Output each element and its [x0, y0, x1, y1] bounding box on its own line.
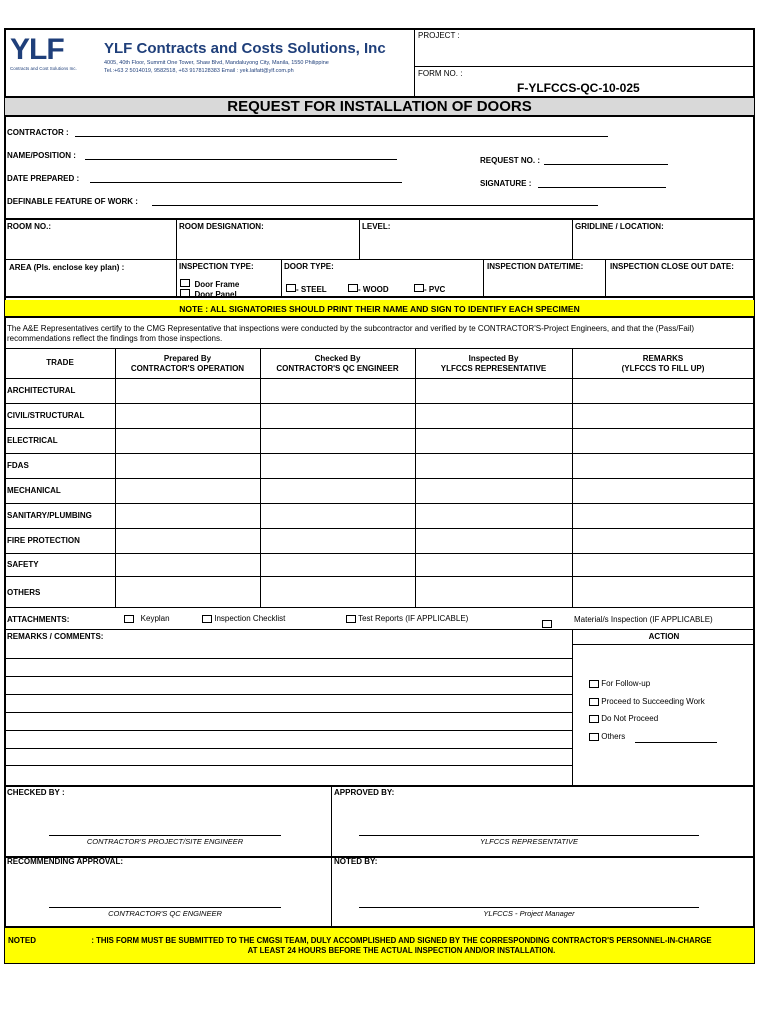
name-position-label: NAME/POSITION :: [7, 151, 76, 160]
action-proceed[interactable]: [589, 697, 705, 706]
test-reports-option[interactable]: [346, 614, 468, 623]
room-no-label: ROOM NO.:: [7, 222, 51, 231]
header-remarks: [572, 354, 754, 374]
follow-up-label: For Follow-up: [601, 679, 651, 688]
area-label: AREA (Pls. enclose key plan) :: [9, 263, 125, 272]
definable-feature-field[interactable]: [152, 205, 598, 206]
keyplan-option[interactable]: [124, 614, 170, 623]
header-inspected-l2: YLFCCS REPRESENTATIVE: [440, 364, 547, 373]
follow-up-checkbox[interactable]: [589, 680, 599, 688]
inspection-type-label: INSPECTION TYPE:: [179, 262, 254, 271]
pvc-checkbox[interactable]: [414, 284, 424, 292]
location-row: [5, 218, 754, 260]
noted-by-signature-line[interactable]: [359, 907, 699, 908]
table-row: SAFETY: [7, 560, 39, 569]
test-reports-label: Test Reports (IF APPLICABLE): [358, 614, 469, 623]
approved-by-role: YLFCCS REPRESENTATIVE: [479, 837, 579, 846]
checked-by-signature-line[interactable]: [49, 835, 281, 836]
wood-option[interactable]: [348, 279, 389, 297]
header-checked: [260, 354, 415, 374]
others-label: Others: [601, 732, 626, 741]
divider: [483, 260, 484, 296]
contractor-label: CONTRACTOR :: [7, 128, 69, 137]
header-prepared-l2: CONTRACTOR'S OPERATION: [130, 364, 245, 373]
divider: [359, 220, 360, 259]
keyplan-label: Keyplan: [140, 614, 170, 623]
checklist-checkbox[interactable]: [202, 615, 212, 623]
noted-by-label: NOTED BY:: [334, 857, 378, 866]
form-no-value: F-YLFCCS-QC-10-025: [517, 81, 640, 95]
action-box: [572, 630, 754, 786]
header-inspected-l1: Inspected By: [468, 354, 519, 363]
header-checked-l2: CONTRACTOR'S QC ENGINEER: [276, 364, 399, 373]
inspection-row: [5, 260, 754, 298]
approved-by-label: APPROVED BY:: [334, 788, 395, 797]
company-contacts: Tel.:+63 2 5014019, 9582518, +63 9178128383 Email : yek.laifatt@ylf.com.ph: [104, 68, 294, 74]
close-out-label: INSPECTION CLOSE OUT DATE:: [610, 262, 734, 271]
header-inspected: [415, 354, 572, 374]
remarks-label: REMARKS / COMMENTS:: [7, 632, 104, 641]
material-box[interactable]: [542, 620, 552, 628]
table-row: OTHERS: [7, 588, 41, 597]
noted-by-role: YLFCCS - Project Manager: [483, 909, 575, 918]
definable-feature-label: DEFINABLE FEATURE OF WORK :: [7, 197, 138, 206]
divider: [176, 260, 177, 296]
recommending-signature-line[interactable]: [49, 907, 281, 908]
header-prepared: [115, 354, 260, 374]
pvc-label: - PVC: [424, 285, 446, 294]
form-title: REQUEST FOR INSTALLATION OF DOORS: [5, 96, 754, 117]
signature-field[interactable]: [538, 187, 666, 188]
divider: [572, 220, 573, 259]
table-row: ARCHITECTURAL: [7, 386, 76, 395]
contractor-field[interactable]: [75, 136, 608, 137]
remarks-line[interactable]: [5, 676, 572, 677]
door-panel-checkbox[interactable]: [180, 289, 190, 297]
remarks-line[interactable]: [5, 748, 572, 749]
certification-text: The A&E Representatives certify to the CMG Representative that inspections were conducted by the subcontractor and verified by te CONTRACTOR'S-Project Engineers, and that the (Pass/Fail) recommendations reflect the findings from those inspections.: [7, 324, 695, 343]
footer-noted-label: NOTED: [8, 936, 36, 945]
steel-checkbox[interactable]: [286, 284, 296, 292]
action-follow-up[interactable]: [589, 679, 650, 688]
request-no-field[interactable]: [544, 164, 668, 165]
wood-checkbox[interactable]: [348, 284, 358, 292]
material-label: Material/s Inspection (IF APPLICABLE): [574, 615, 713, 624]
row-divider: [5, 576, 754, 577]
header-hline: [414, 66, 755, 67]
door-panel-label: Door Panel: [194, 290, 237, 299]
pvc-option[interactable]: [414, 279, 445, 297]
table-row: ELECTRICAL: [7, 436, 58, 445]
footer-line-1: : THIS FORM MUST BE SUBMITTED TO THE CMGSI TEAM, DULY ACCOMPLISHED AND SIGNED BY THE CORRESPONDING CONTRACTOR'S PERSONNEL-IN-CHARGE: [91, 936, 712, 945]
attachments-label: ATTACHMENTS:: [7, 615, 70, 624]
room-designation-label: ROOM DESIGNATION:: [179, 222, 264, 231]
table-row: FIRE PROTECTION: [7, 536, 80, 545]
remarks-line[interactable]: [5, 658, 572, 659]
checklist-option[interactable]: [202, 614, 285, 623]
project-label: PROJECT :: [418, 31, 460, 40]
proceed-label: Proceed to Succeeding Work: [601, 697, 705, 706]
company-name: YLF Contracts and Costs Solutions, Inc: [104, 40, 386, 57]
do-not-proceed-label: Do Not Proceed: [601, 714, 659, 723]
footer-line-2: AT LEAST 24 HOURS BEFORE THE ACTUAL INSPECTION AND/OR INSTALLATION.: [247, 946, 556, 955]
date-prepared-label: DATE PREPARED :: [7, 174, 80, 183]
inspection-datetime-label: INSPECTION DATE/TIME:: [487, 262, 584, 271]
row-divider: [5, 403, 754, 404]
request-no-label: REQUEST NO. :: [480, 156, 541, 165]
level-label: LEVEL:: [362, 222, 391, 231]
ylf-logo: YLF: [10, 33, 64, 66]
others-field[interactable]: [635, 742, 717, 743]
table-row: SANITARY/PLUMBING: [7, 511, 92, 520]
remarks-line[interactable]: [5, 712, 572, 713]
table-row: FDAS: [7, 461, 29, 470]
divider: [176, 220, 177, 259]
table-row: CIVIL/STRUCTURAL: [7, 411, 85, 420]
action-do-not-proceed[interactable]: [589, 714, 658, 723]
do-not-proceed-checkbox[interactable]: [589, 715, 599, 723]
steel-label: - STEEL: [296, 285, 327, 294]
action-header: ACTION: [573, 632, 755, 645]
header-divider: [414, 29, 415, 96]
divider: [605, 260, 606, 296]
steel-option[interactable]: [286, 279, 327, 297]
header-remarks-l1: REMARKS: [642, 354, 684, 363]
proceed-checkbox[interactable]: [589, 698, 599, 706]
divider: [281, 260, 282, 296]
row-divider: [5, 503, 754, 504]
row-divider: [5, 428, 754, 429]
signatory-note: NOTE : ALL SIGNATORIES SHOULD PRINT THEIR NAME AND SIGN TO IDENTIFY EACH SPECIMEN: [5, 300, 754, 318]
name-position-field[interactable]: [85, 159, 397, 160]
form-no-label: FORM NO. :: [418, 69, 463, 78]
logo-subtitle: Contracts and Cost Solutions Inc.: [10, 66, 77, 71]
test-reports-checkbox[interactable]: [346, 615, 356, 623]
row-divider: [5, 553, 754, 554]
header-prepared-l1: Prepared By: [163, 354, 212, 363]
keyplan-checkbox[interactable]: [124, 615, 134, 623]
checked-by-role: CONTRACTOR'S PROJECT/SITE ENGINEER: [86, 837, 244, 846]
remarks-section: [5, 629, 754, 787]
date-prepared-field[interactable]: [90, 182, 402, 183]
row-divider: [5, 528, 754, 529]
signature-section: [5, 787, 754, 926]
row-divider: [5, 453, 754, 454]
header-checked-l1: Checked By: [314, 354, 361, 363]
logo-block: [10, 34, 98, 78]
remarks-line[interactable]: [5, 730, 572, 731]
wood-label: - WOOD: [358, 285, 389, 294]
recommending-role: CONTRACTOR'S QC ENGINEER: [108, 909, 222, 918]
table-row: MECHANICAL: [7, 486, 61, 495]
company-address: 4005, 40th Floor, Summit One Tower, Shaw Blvd, Mandaluyong City, Manila, 1550 Philippine: [104, 60, 329, 66]
header-trade-text: TRADE: [46, 358, 74, 367]
signature-label: SIGNATURE :: [480, 179, 532, 188]
approved-by-signature-line[interactable]: [359, 835, 699, 836]
recommending-label: RECOMMENDING APPROVAL:: [7, 857, 123, 866]
door-type-label: DOOR TYPE:: [284, 262, 334, 271]
checked-by-label: CHECKED BY :: [7, 788, 65, 797]
others-checkbox[interactable]: [589, 733, 599, 741]
remarks-line[interactable]: [5, 765, 572, 766]
door-frame-label: Door Frame: [194, 280, 240, 289]
action-others[interactable]: [589, 732, 625, 741]
trade-table: [5, 348, 754, 608]
submission-footer: [5, 926, 754, 963]
gridline-label: GRIDLINE / LOCATION:: [575, 222, 664, 231]
checklist-label: Inspection Checklist: [214, 614, 286, 623]
remarks-line[interactable]: [5, 694, 572, 695]
header-trade: [5, 358, 115, 367]
header-remarks-l2: (YLFCCS TO FILL UP): [621, 364, 705, 373]
row-divider: [5, 378, 754, 379]
row-divider: [5, 478, 754, 479]
